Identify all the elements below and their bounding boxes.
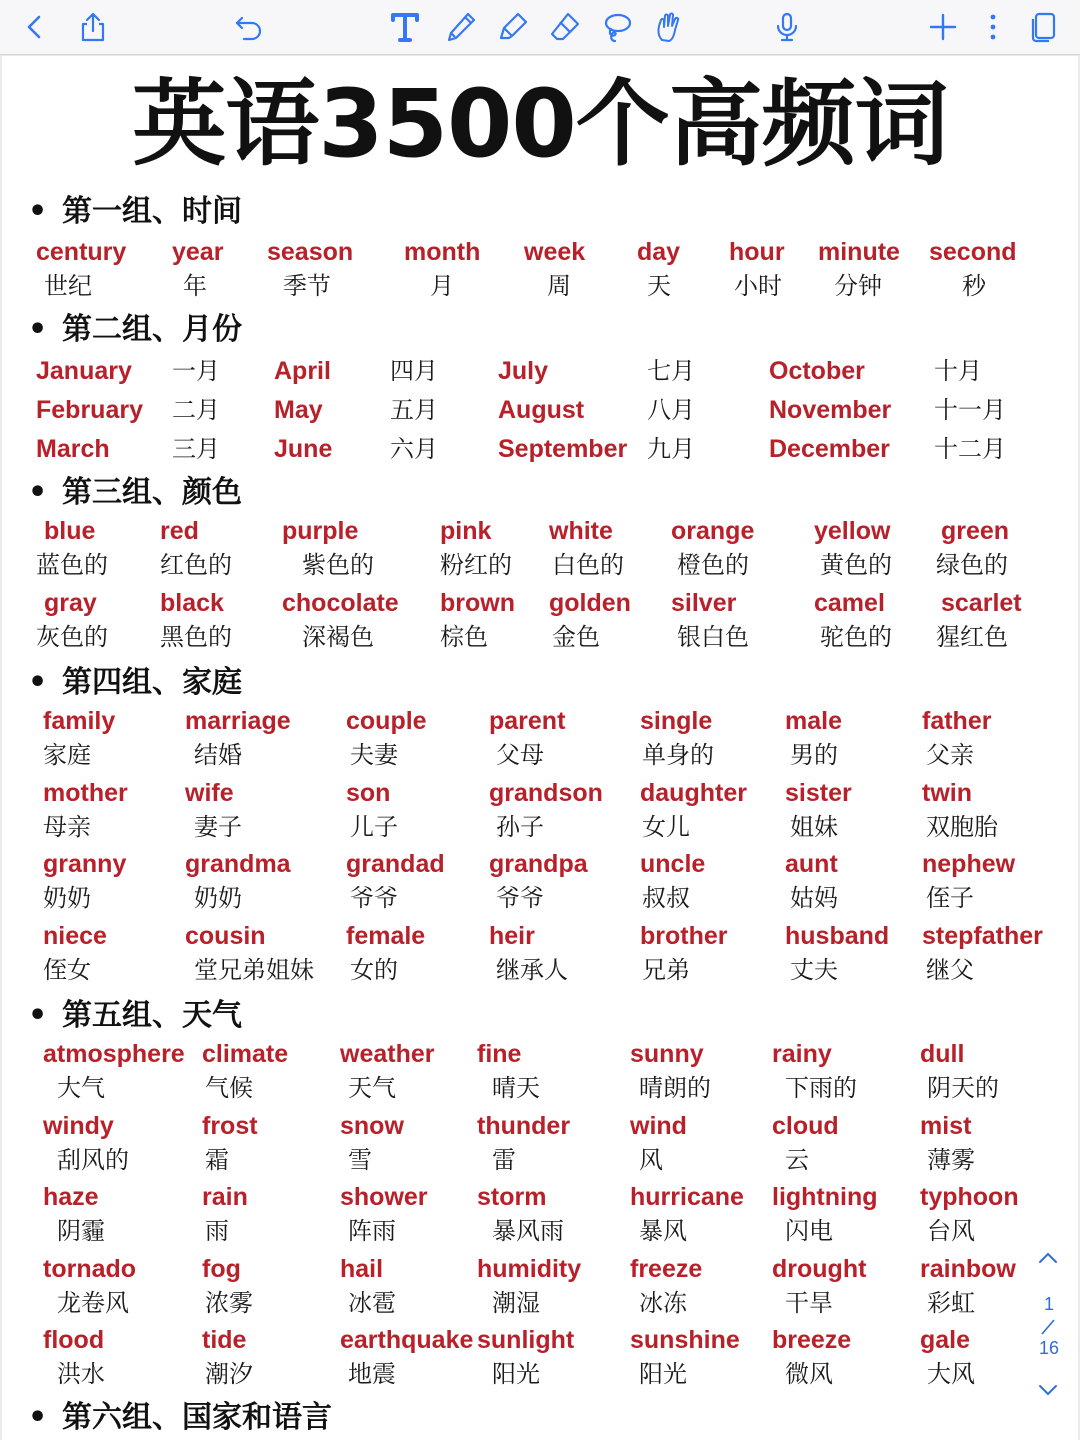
section-heading (28, 1399, 332, 1437)
chinese-meaning: 二月 (172, 396, 220, 424)
chinese-meaning: 天气 (348, 1074, 396, 1102)
chinese-meaning: 驼色的 (820, 623, 892, 651)
chinese-meaning: 灰色的 (36, 623, 108, 651)
english-word: niece (43, 922, 107, 950)
chinese-meaning: 微风 (785, 1360, 833, 1388)
english-word: season (267, 238, 354, 266)
chinese-meaning: 橙色的 (677, 551, 749, 579)
document-page (2, 56, 1078, 1440)
english-word: mist (920, 1112, 972, 1140)
chinese-meaning: 阵雨 (348, 1217, 396, 1245)
chinese-meaning: 单身的 (642, 741, 714, 769)
chinese-meaning: 分钟 (834, 272, 882, 300)
english-word: March (36, 435, 110, 463)
english-word: August (498, 396, 585, 424)
chinese-meaning: 雪 (348, 1146, 372, 1174)
english-word: rainbow (920, 1255, 1016, 1283)
page-divider (1036, 1318, 1060, 1336)
chinese-meaning: 气候 (205, 1074, 253, 1102)
english-word: freeze (630, 1255, 703, 1283)
section-heading (28, 997, 242, 1035)
chinese-meaning: 金色 (552, 623, 600, 651)
chinese-meaning: 粉红的 (440, 551, 512, 579)
english-word: typhoon (920, 1183, 1019, 1211)
chinese-meaning: 儿子 (350, 813, 398, 841)
page-up-icon[interactable] (1036, 1250, 1060, 1266)
section-heading (28, 664, 242, 702)
chinese-meaning: 阴霾 (57, 1217, 105, 1245)
chinese-meaning: 堂兄弟姐妹 (194, 956, 314, 984)
chinese-meaning: 母亲 (43, 813, 91, 841)
eraser-icon[interactable] (542, 4, 588, 50)
chinese-meaning: 干旱 (785, 1289, 833, 1317)
english-word: husband (785, 922, 890, 950)
english-word: frost (202, 1112, 258, 1140)
chinese-meaning: 下雨的 (785, 1074, 857, 1102)
chinese-meaning: 结婚 (194, 741, 242, 769)
add-icon[interactable] (920, 4, 966, 50)
toolbar (0, 0, 1080, 55)
english-word: male (785, 707, 842, 735)
chinese-meaning: 雨 (205, 1217, 229, 1245)
chinese-meaning: 大风 (927, 1360, 975, 1388)
english-word: camel (814, 589, 885, 617)
english-word: atmosphere (43, 1040, 185, 1068)
chinese-meaning: 冰雹 (348, 1289, 396, 1317)
english-word: marriage (185, 707, 291, 735)
english-word: twin (922, 779, 972, 807)
chinese-meaning: 阳光 (639, 1360, 687, 1388)
english-word: breeze (772, 1326, 852, 1354)
page-title: 英语3500个高频词 (132, 70, 948, 179)
english-word: cloud (772, 1112, 839, 1140)
chinese-meaning: 叔叔 (642, 884, 690, 912)
english-word: granny (43, 850, 127, 878)
chinese-meaning: 双胞胎 (926, 813, 998, 841)
chinese-meaning: 洪水 (57, 1360, 105, 1388)
share-icon[interactable] (70, 4, 116, 50)
chinese-meaning: 紫色的 (302, 551, 374, 579)
chinese-meaning: 银白色 (677, 623, 749, 651)
english-word: year (172, 238, 224, 266)
chinese-meaning: 奶奶 (43, 884, 91, 912)
english-word: chocolate (282, 589, 399, 617)
english-word: wind (630, 1112, 687, 1140)
chinese-meaning: 九月 (647, 435, 695, 463)
highlighter-icon[interactable] (490, 4, 536, 50)
chinese-meaning: 三月 (172, 435, 220, 463)
english-word: flood (43, 1326, 105, 1354)
english-word: sunshine (630, 1326, 740, 1354)
chinese-meaning: 七月 (647, 357, 695, 385)
chinese-meaning: 月 (430, 272, 454, 300)
english-word: wife (185, 779, 234, 807)
english-word: parent (489, 707, 566, 735)
english-word: earthquake (340, 1326, 474, 1354)
chinese-meaning: 女儿 (642, 813, 690, 841)
english-word: shower (340, 1183, 428, 1211)
english-word: dull (920, 1040, 965, 1068)
english-word: nephew (922, 850, 1016, 878)
english-word: haze (43, 1183, 99, 1211)
microphone-icon[interactable] (764, 4, 810, 50)
chinese-meaning: 阴天的 (927, 1074, 999, 1102)
english-word: September (498, 435, 628, 463)
english-word: January (36, 357, 132, 385)
chinese-meaning: 暴风 (639, 1217, 687, 1245)
chinese-meaning: 浓雾 (205, 1289, 253, 1317)
bullet-icon: • (28, 998, 48, 1033)
chinese-meaning: 秒 (962, 272, 986, 300)
english-word: October (769, 357, 865, 385)
chinese-meaning: 阳光 (492, 1360, 540, 1388)
english-word: climate (202, 1040, 289, 1068)
english-word: minute (818, 238, 900, 266)
english-word: golden (549, 589, 631, 617)
chinese-meaning: 暴风雨 (492, 1217, 564, 1245)
chinese-meaning: 绿色的 (936, 551, 1008, 579)
chinese-meaning: 女的 (350, 956, 398, 984)
english-word: rainy (772, 1040, 832, 1068)
section-title: 第四组、家庭 (62, 665, 242, 700)
lasso-icon[interactable] (594, 4, 640, 50)
english-word: brother (640, 922, 728, 950)
english-word: father (922, 707, 992, 735)
chinese-meaning: 父母 (496, 741, 544, 769)
bullet-icon: • (28, 665, 48, 700)
english-word: stepfather (922, 922, 1043, 950)
chinese-meaning: 小时 (734, 272, 782, 300)
page-down-icon[interactable] (1036, 1382, 1060, 1398)
english-word: hurricane (630, 1183, 744, 1211)
pages-icon[interactable] (1020, 4, 1066, 50)
english-word: pink (440, 517, 492, 545)
chinese-meaning: 男的 (790, 741, 838, 769)
english-word: February (36, 396, 143, 424)
english-word: week (524, 238, 586, 266)
english-word: gray (44, 589, 97, 617)
chevron-left-icon[interactable] (12, 4, 58, 50)
english-word: female (346, 922, 426, 950)
english-word: cousin (185, 922, 266, 950)
english-word: April (274, 357, 331, 385)
english-word: fine (477, 1040, 522, 1068)
english-word: blue (44, 517, 96, 545)
chinese-meaning: 深褐色 (302, 623, 374, 651)
chinese-meaning: 猩红色 (936, 623, 1008, 651)
english-word: orange (671, 517, 755, 545)
chinese-meaning: 黄色的 (820, 551, 892, 579)
chinese-meaning: 风 (639, 1146, 663, 1174)
chinese-meaning: 周 (547, 272, 571, 300)
english-word: tide (202, 1326, 247, 1354)
chinese-meaning: 爷爷 (350, 884, 398, 912)
english-word: month (404, 238, 481, 266)
english-word: yellow (814, 517, 891, 545)
section-heading (28, 311, 242, 349)
text-tool-icon[interactable] (382, 4, 428, 50)
chinese-meaning: 妻子 (194, 813, 242, 841)
chinese-meaning: 丈夫 (790, 956, 838, 984)
bullet-icon: • (28, 194, 48, 229)
english-word: humidity (477, 1255, 582, 1283)
english-word: grandma (185, 850, 291, 878)
english-word: hour (729, 238, 785, 266)
undo-icon[interactable] (226, 4, 272, 50)
chinese-meaning: 爷爷 (496, 884, 544, 912)
english-word: grandad (346, 850, 445, 878)
english-word: hail (340, 1255, 384, 1283)
english-word: single (640, 707, 713, 735)
english-word: May (274, 396, 323, 424)
section-title: 第三组、颜色 (62, 475, 242, 510)
chinese-meaning: 霜 (205, 1146, 229, 1174)
chinese-meaning: 八月 (647, 396, 695, 424)
chinese-meaning: 黑色的 (160, 623, 232, 651)
english-word: silver (671, 589, 737, 617)
chinese-meaning: 潮湿 (492, 1289, 540, 1317)
chinese-meaning: 白色的 (552, 551, 624, 579)
chinese-meaning: 一月 (172, 357, 220, 385)
english-word: drought (772, 1255, 867, 1283)
english-word: uncle (640, 850, 706, 878)
section-title: 第五组、天气 (62, 998, 242, 1033)
section-title: 第六组、国家和语言 (62, 1400, 332, 1435)
chinese-meaning: 棕色 (440, 623, 488, 651)
chinese-meaning: 十一月 (934, 396, 1006, 424)
chinese-meaning: 刮风的 (57, 1146, 129, 1174)
chinese-meaning: 龙卷风 (57, 1289, 129, 1317)
chinese-meaning: 季节 (283, 272, 331, 300)
chinese-meaning: 云 (785, 1146, 809, 1174)
english-word: purple (282, 517, 359, 545)
chinese-meaning: 世纪 (44, 272, 92, 300)
english-word: couple (346, 707, 427, 735)
english-word: sunny (630, 1040, 704, 1068)
chinese-meaning: 冰冻 (639, 1289, 687, 1317)
english-word: thunder (477, 1112, 571, 1140)
chinese-meaning: 雷 (492, 1146, 516, 1174)
chinese-meaning: 四月 (390, 357, 438, 385)
chinese-meaning: 继父 (926, 956, 974, 984)
english-word: grandson (489, 779, 603, 807)
bullet-icon: • (28, 475, 48, 510)
english-word: white (549, 517, 613, 545)
english-word: November (769, 396, 892, 424)
chinese-meaning: 家庭 (43, 741, 91, 769)
chinese-meaning: 晴朗的 (639, 1074, 711, 1102)
english-word: scarlet (941, 589, 1022, 617)
chinese-meaning: 潮汐 (205, 1360, 253, 1388)
chinese-meaning: 夫妻 (350, 741, 398, 769)
section-heading (28, 193, 242, 231)
english-word: aunt (785, 850, 838, 878)
pen-icon[interactable] (438, 4, 484, 50)
chinese-meaning: 孙子 (496, 813, 544, 841)
chinese-meaning: 兄弟 (642, 956, 690, 984)
chinese-meaning: 父亲 (926, 741, 974, 769)
english-word: second (929, 238, 1017, 266)
english-word: windy (43, 1112, 114, 1140)
english-word: century (36, 238, 127, 266)
chinese-meaning: 薄雾 (927, 1146, 975, 1174)
hand-icon[interactable] (646, 4, 692, 50)
section-title: 第一组、时间 (62, 194, 242, 229)
chinese-meaning: 奶奶 (194, 884, 242, 912)
english-word: brown (440, 589, 515, 617)
english-word: July (498, 357, 549, 385)
english-word: mother (43, 779, 128, 807)
chinese-meaning: 六月 (390, 435, 438, 463)
chinese-meaning: 姐妹 (790, 813, 838, 841)
chinese-meaning: 五月 (390, 396, 438, 424)
chinese-meaning: 十月 (934, 357, 982, 385)
chinese-meaning: 蓝色的 (36, 551, 108, 579)
total-pages: 16 (1038, 1338, 1060, 1358)
chinese-meaning: 天 (647, 272, 671, 300)
english-word: storm (477, 1183, 547, 1211)
chinese-meaning: 继承人 (496, 956, 568, 984)
english-word: day (637, 238, 681, 266)
english-word: rain (202, 1183, 248, 1211)
english-word: heir (489, 922, 535, 950)
english-word: June (274, 435, 333, 463)
english-word: family (43, 707, 116, 735)
chinese-meaning: 年 (183, 272, 207, 300)
english-word: red (160, 517, 199, 545)
english-word: tornado (43, 1255, 137, 1283)
chinese-meaning: 侄子 (926, 884, 974, 912)
chinese-meaning: 大气 (57, 1074, 105, 1102)
section-title: 第二组、月份 (62, 312, 242, 347)
english-word: green (941, 517, 1010, 545)
english-word: black (160, 589, 224, 617)
english-word: fog (202, 1255, 241, 1283)
chinese-meaning: 姑妈 (790, 884, 838, 912)
chinese-meaning: 十二月 (934, 435, 1006, 463)
english-word: December (769, 435, 890, 463)
bullet-icon: • (28, 1400, 48, 1435)
current-page: 1 (1043, 1294, 1054, 1314)
chinese-meaning: 闪电 (785, 1217, 833, 1245)
english-word: daughter (640, 779, 747, 807)
chinese-meaning: 彩虹 (927, 1289, 975, 1317)
english-word: sunlight (477, 1326, 575, 1354)
english-word: sister (785, 779, 852, 807)
bullet-icon: • (28, 312, 48, 347)
english-word: son (346, 779, 391, 807)
english-word: grandpa (489, 850, 588, 878)
english-word: gale (920, 1326, 971, 1354)
more-icon[interactable] (970, 4, 1016, 50)
english-word: snow (340, 1112, 404, 1140)
chinese-meaning: 晴天 (492, 1074, 540, 1102)
english-word: lightning (772, 1183, 878, 1211)
english-word: weather (340, 1040, 435, 1068)
section-heading (28, 474, 242, 512)
chinese-meaning: 台风 (927, 1217, 975, 1245)
chinese-meaning: 侄女 (43, 956, 91, 984)
chinese-meaning: 地震 (348, 1360, 396, 1388)
chinese-meaning: 红色的 (160, 551, 232, 579)
